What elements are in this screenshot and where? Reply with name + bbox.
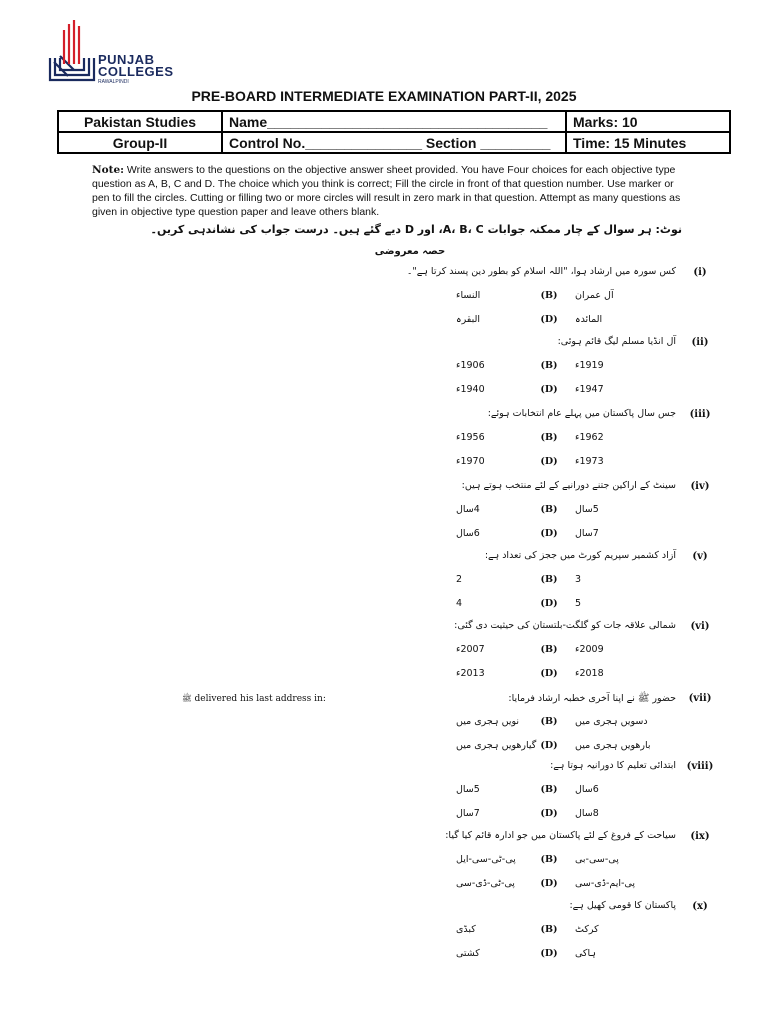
option-b-label: (B)	[540, 574, 558, 585]
question-number: (vi)	[690, 621, 710, 632]
option-b: 2	[456, 574, 463, 585]
header-table	[57, 110, 731, 154]
option-d-label: (D)	[540, 878, 558, 889]
option-c: 1973ء	[575, 456, 604, 467]
option-c: پی-ایم-ڈی-سی	[575, 878, 635, 889]
note-text: Write answers to the questions on the objective answer sheet provided. You have Four choices for each objective type question as A, B, C and D. The choice which you think is correct; Fill the circle in front of that question number. Use marker or pen to fill the circles. Cutting or filling two or more circles will result in zero mark in that question. Attempt as many questions as given in objective type question paper and leave others blank.	[92, 164, 681, 218]
option-d-label: (D)	[540, 808, 558, 819]
option-a: 1962ء	[575, 432, 604, 443]
option-c: المائدہ	[575, 314, 603, 325]
option-b-label: (B)	[540, 924, 558, 935]
control-section-field: Control No._______________ Section _________	[222, 132, 566, 153]
option-c: 8سال	[575, 808, 599, 819]
name-field: Name____________________________________	[222, 111, 566, 132]
option-d-label: (D)	[540, 456, 558, 467]
pbuh-glyph: ﷺ	[182, 694, 192, 703]
question-text: ابتدائی تعلیم کا دورانیہ ہوتا ہے:	[550, 760, 676, 771]
option-d-label: (D)	[540, 528, 558, 539]
option-b-label: (B)	[540, 854, 558, 865]
option-a: 3	[575, 574, 582, 585]
option-b: نویں ہجری میں	[456, 716, 520, 727]
option-b-label: (B)	[540, 504, 558, 515]
option-c: 5	[575, 598, 582, 609]
option-c: 1947ء	[575, 384, 604, 395]
question-text: آزاد کشمیر سپریم کورٹ میں ججز کی تعداد ہے:	[484, 550, 676, 561]
option-a: 2009ء	[575, 644, 604, 655]
option-b-label: (B)	[540, 644, 558, 655]
time-cell: Time: 15 Minutes	[566, 132, 730, 153]
option-d-label: (D)	[540, 668, 558, 679]
question-number: (viii)	[686, 761, 714, 772]
option-a: پی-سی-بی	[575, 854, 619, 865]
option-b-label: (B)	[540, 360, 558, 371]
question-text: پاکستان کا قومی کھیل ہے:	[569, 900, 676, 911]
instructions-note	[92, 163, 686, 219]
option-d-label: (D)	[540, 314, 558, 325]
option-b: 2007ء	[456, 644, 485, 655]
urdu-instructions: نوٹ: ہر سوال کے چار ممکنہ جوابات A، B، C، اور D دیے گئے ہیں۔ درست جواب کی نشاندہی کریں۔	[150, 223, 682, 236]
option-d: البقرہ	[456, 314, 481, 325]
option-d: 7سال	[456, 808, 480, 819]
question-text: سیاحت کے فروغ کے لئے پاکستان میں جو ادارہ قائم کیا گیا:	[445, 830, 676, 841]
option-c: 7سال	[575, 528, 599, 539]
option-b: کبڈی	[456, 924, 476, 935]
question-number: (v)	[692, 551, 708, 562]
question-text: حضور ﷺ نے اپنا آخری خطبہ ارشاد فرمایا:	[508, 693, 676, 704]
option-d-label: (D)	[540, 384, 558, 395]
option-d-label: (D)	[540, 598, 558, 609]
logo-text-colleges: COLLEGES	[98, 64, 174, 79]
option-d: 2013ء	[456, 668, 485, 679]
question-text: شمالی علاقہ جات کو گلگت-بلتستان کی حیثیت دی گئی:	[454, 620, 676, 631]
option-a: 1919ء	[575, 360, 604, 371]
question-number: (x)	[692, 901, 708, 912]
option-d: 4	[456, 598, 463, 609]
option-d-label: (D)	[540, 740, 558, 751]
option-d: 1940ء	[456, 384, 485, 395]
option-c: ہاکی	[575, 948, 596, 959]
option-c: بارھویں ہجری میں	[575, 740, 651, 751]
option-d-label: (D)	[540, 948, 558, 959]
exam-title: PRE-BOARD INTERMEDIATE EXAMINATION PART-II, 2025	[191, 88, 577, 104]
section-title: حصہ معروضی	[374, 246, 446, 257]
question-text: آل انڈیا مسلم لیگ قائم ہوئی:	[557, 336, 676, 347]
side-text: delivered his last address in:	[191, 694, 326, 704]
option-c: 2018ء	[575, 668, 604, 679]
option-b-label: (B)	[540, 784, 558, 795]
option-b: 1956ء	[456, 432, 485, 443]
option-a: آل عمران	[575, 290, 614, 301]
question-number: (ix)	[690, 831, 710, 842]
option-d: 6سال	[456, 528, 480, 539]
question-number: (iii)	[689, 409, 711, 420]
marks-cell: Marks: 10	[566, 111, 730, 132]
question-number: (vii)	[688, 693, 712, 704]
option-a: 5سال	[575, 504, 599, 515]
question-text: سینٹ کے اراکین جتنے دورانیے کے لئے منتخب ہوتے ہیں:	[461, 480, 676, 491]
option-d: پی-ٹی-ڈی-سی	[456, 878, 515, 889]
option-b: 4سال	[456, 504, 480, 515]
option-a: 6سال	[575, 784, 599, 795]
option-d: گیارھویں ہجری میں	[456, 740, 537, 751]
subject-cell: Pakistan Studies	[58, 111, 222, 132]
option-a: کرکٹ	[575, 924, 599, 935]
question-number: (i)	[693, 267, 707, 278]
question-number: (iv)	[690, 481, 710, 492]
question-text: کس سورہ میں ارشاد ہوا، "اللہ اسلام کو بطور دین پسند کرتا ہے"۔	[406, 266, 676, 277]
logo-text-city: RAWALPINDI	[98, 79, 129, 85]
option-b: 5سال	[456, 784, 480, 795]
group-cell: Group-II	[58, 132, 222, 153]
option-d: کشتی	[456, 948, 480, 959]
note-label: Note:	[92, 164, 125, 176]
english-side-text	[182, 693, 326, 705]
option-b: النساء	[456, 290, 481, 301]
option-b-label: (B)	[540, 432, 558, 443]
option-b: پی-ٹی-سی-ایل	[456, 854, 516, 865]
question-text: جس سال پاکستان میں پہلے عام انتخابات ہوئے:	[487, 408, 676, 419]
option-a: دسویں ہجری میں	[575, 716, 648, 727]
option-d: 1970ء	[456, 456, 485, 467]
question-number: (ii)	[691, 337, 709, 348]
option-b: 1906ء	[456, 360, 485, 371]
option-b-label: (B)	[540, 716, 558, 727]
option-b-label: (B)	[540, 290, 558, 301]
logo-text-punjab: PUNJAB	[98, 52, 155, 67]
